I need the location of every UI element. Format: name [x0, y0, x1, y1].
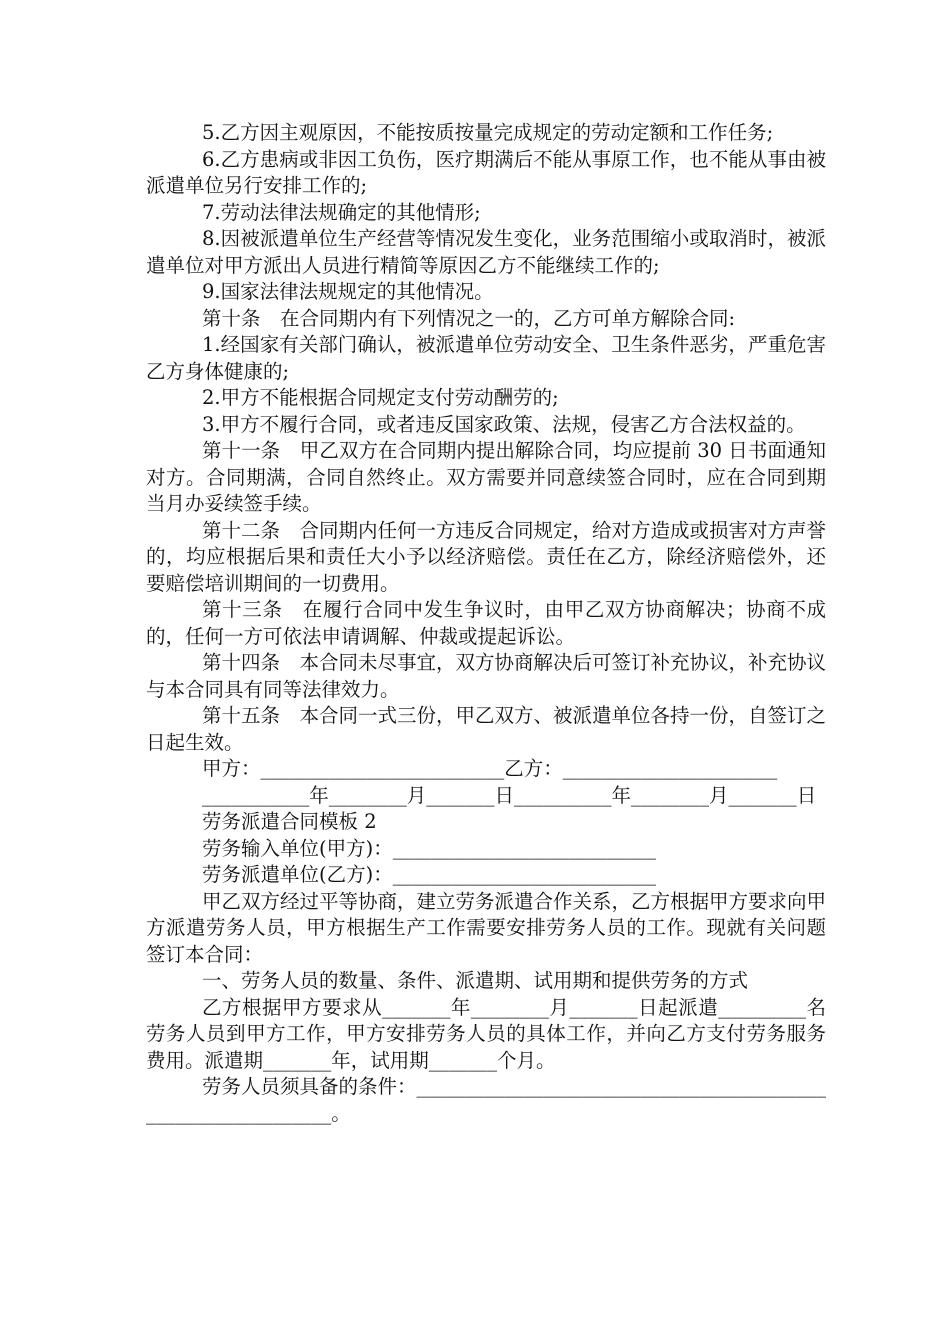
clause-7: 7.劳动法律法规确定的其他情形;	[202, 200, 481, 224]
article-15: 第十五条 本合同一式三份，甲乙双方、被派遣单位各持一份，自签订之日起生效。	[146, 704, 827, 754]
section-1-heading: 一、劳务人员的数量、条件、派遣期、试用期和提供劳务的方式	[202, 969, 749, 992]
preamble: 甲乙双方经过平等协商，建立劳务派遣合作关系，乙方根据甲方要求向甲方派遣劳务人员，甲方根据生产工作需要安排劳务人员的工作。现就有关问题签订本合同：	[146, 889, 827, 966]
party-b-field: 劳务派遣单位(乙方)：___________________________	[202, 863, 656, 886]
template-2-title: 劳务派遣合同模板 2	[202, 810, 377, 833]
article-14: 第十四条 本合同未尽事宜，双方协商解决后可签订补充协议，补充协议与本合同具有同等法律效力。	[146, 651, 827, 701]
article-10: 第十条 在合同期内有下列情况之一的，乙方可单方解除合同:	[202, 306, 736, 330]
date-line: ___________年________月_______日__________年________月_______日	[202, 783, 817, 807]
article-10-item-2: 2.甲方不能根据合同规定支付劳动酬劳的;	[202, 386, 559, 409]
article-11: 第十一条 甲乙双方在合同期内提出解除合同，均应提前 30 日书面通知对方。合同期满，合同自然终止。双方需要并同意续签合同时，应在合同到期当月办妥续签手续。	[146, 439, 826, 515]
signature-line: 甲方：_________________________乙方：______________________	[202, 757, 778, 780]
requirements-line: 劳务人员须具备的条件：_____________________________________________________________。	[146, 1075, 827, 1125]
clause-8: 8.因被派遣单位生产经营等情况发生变化，业务范围缩小或取消时，被派遣单位对甲方派出人员进行精简等原因乙方不能继续工作的;	[146, 227, 826, 277]
clause-5: 5.乙方因主观原因，不能按质按量完成规定的劳动定额和工作任务;	[202, 121, 774, 144]
article-10-item-1: 1.经国家有关部门确认，被派遣单位劳动安全、卫生条件恶劣，严重危害乙方身体健康的;	[146, 333, 826, 383]
party-a-field: 劳务输入单位(甲方)：___________________________	[202, 836, 656, 860]
section-1-body: 乙方根据甲方要求从_______年________月_______日起派遣_________名劳务人员到甲方工作，甲方安排劳务人员的具体工作，并向乙方支付劳务服务费用。派遣期_______年，试用期_______个月。	[146, 995, 826, 1072]
article-10-item-3: 3.甲方不履行合同，或者违反国家政策、法规，侵害乙方合法权益的。	[202, 412, 806, 436]
document-body	[146, 120, 826, 1127]
clause-9: 9.国家法律法规规定的其他情况。	[202, 280, 494, 303]
article-13: 第十三条 在履行合同中发生争议时，由甲乙双方协商解决；协商不成的，任何一方可依法申请调解、仲裁或提起诉讼。	[146, 598, 826, 648]
clause-6: 6.乙方患病或非因工负伤，医疗期满后不能从事原工作，也不能从事由被派遣单位另行安排工作的;	[146, 147, 826, 197]
article-12: 第十二条 合同期内任何一方违反合同规定，给对方造成或损害对方声誉的，均应根据后果和责任大小予以经济赔偿。责任在乙方，除经济赔偿外，还要赔偿培训期间的一切费用。	[146, 518, 827, 595]
